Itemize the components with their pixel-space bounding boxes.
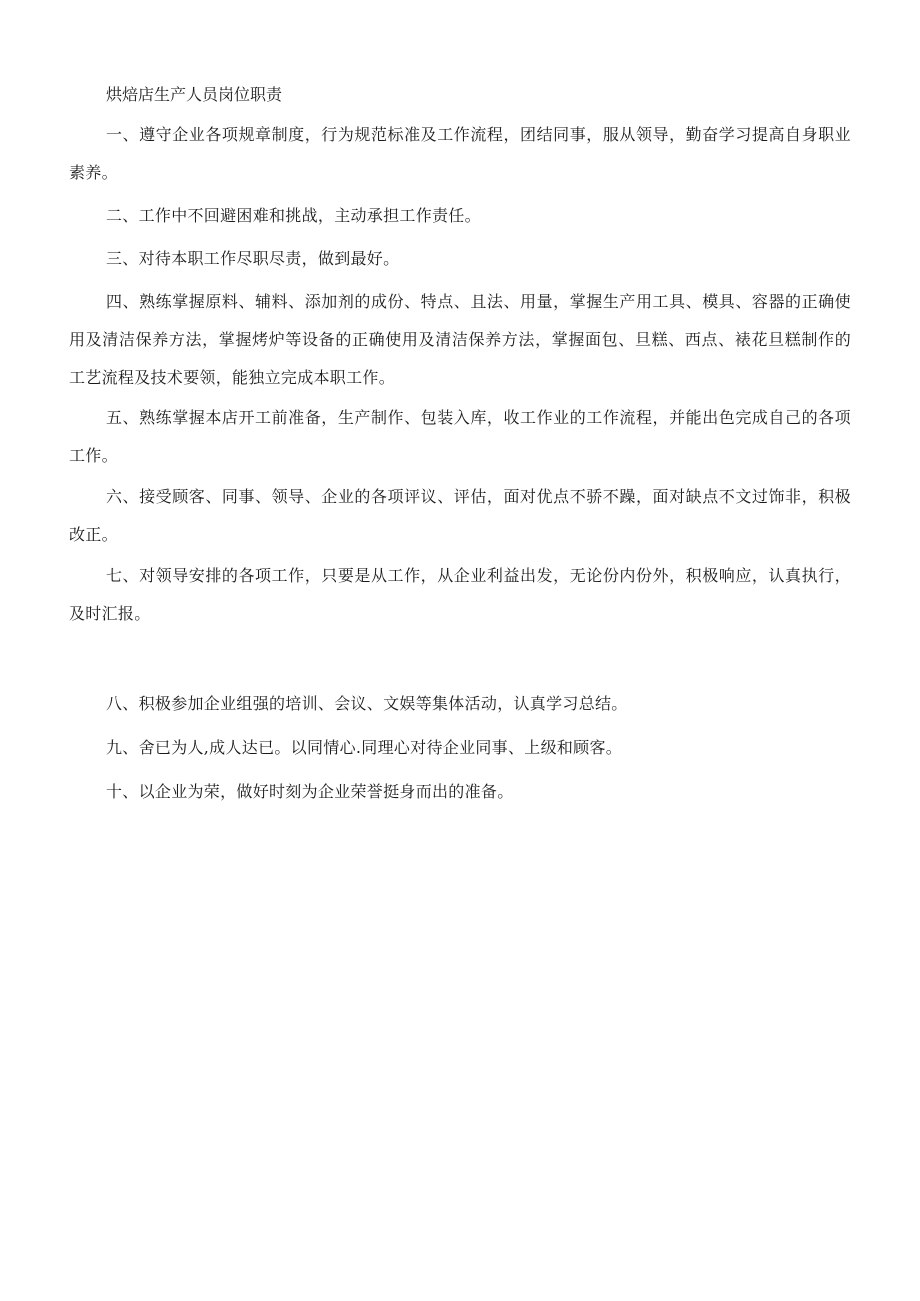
duty-item-9: 九、舍已为人,成人达已。以同情心.同理心对待企业同事、上级和顾客。	[106, 738, 623, 757]
duty-item-3: 三、对待本职工作尽职尽责，做到最好。	[106, 249, 400, 268]
duty-item-5: 五、熟练掌握本店开工前准备，生产制作、包装入库，收工作业的工作流程，并能出色完成自己的各项工作。	[69, 408, 851, 465]
duty-item-7: 七、对领导安排的各项工作，只要是从工作，从企业利益出发，无论份内份外，积极响应，认真执行，及时汇报。	[69, 566, 851, 623]
duty-item-8: 八、积极参加企业组强的培训、会议、文娱等集体活动，认真学习总结。	[106, 694, 628, 713]
duty-item-1: 一、遵守企业各项规章制度，行为规范标准及工作流程，团结同事，服从领导，勤奋学习提高自身职业素养。	[69, 125, 851, 182]
duty-item-6: 六、接受顾客、同事、领导、企业的各项评议、评估，面对优点不骄不躁，面对缺点不文过饰非，积极改正。	[69, 487, 851, 544]
duty-item-2: 二、工作中不回避困难和挑战，主动承担工作责任。	[106, 206, 481, 225]
duty-item-10: 十、以企业为荣，做好时刻为企业荣誉挺身而出的准备。	[106, 782, 514, 801]
duty-item-4: 四、熟练掌握原料、辅料、添加剂的成份、特点、且法、用量，掌握生产用工具、模具、容器的正确使用及清洁保养方法，掌握烤炉等设备的正确使用及清洁保养方法，掌握面包、旦糕、西点、裱花旦糕制作的工艺流程及技术要领，能独立完成本职工作。	[69, 292, 851, 387]
document-title: 烘焙店生产人员岗位职责	[106, 85, 283, 104]
